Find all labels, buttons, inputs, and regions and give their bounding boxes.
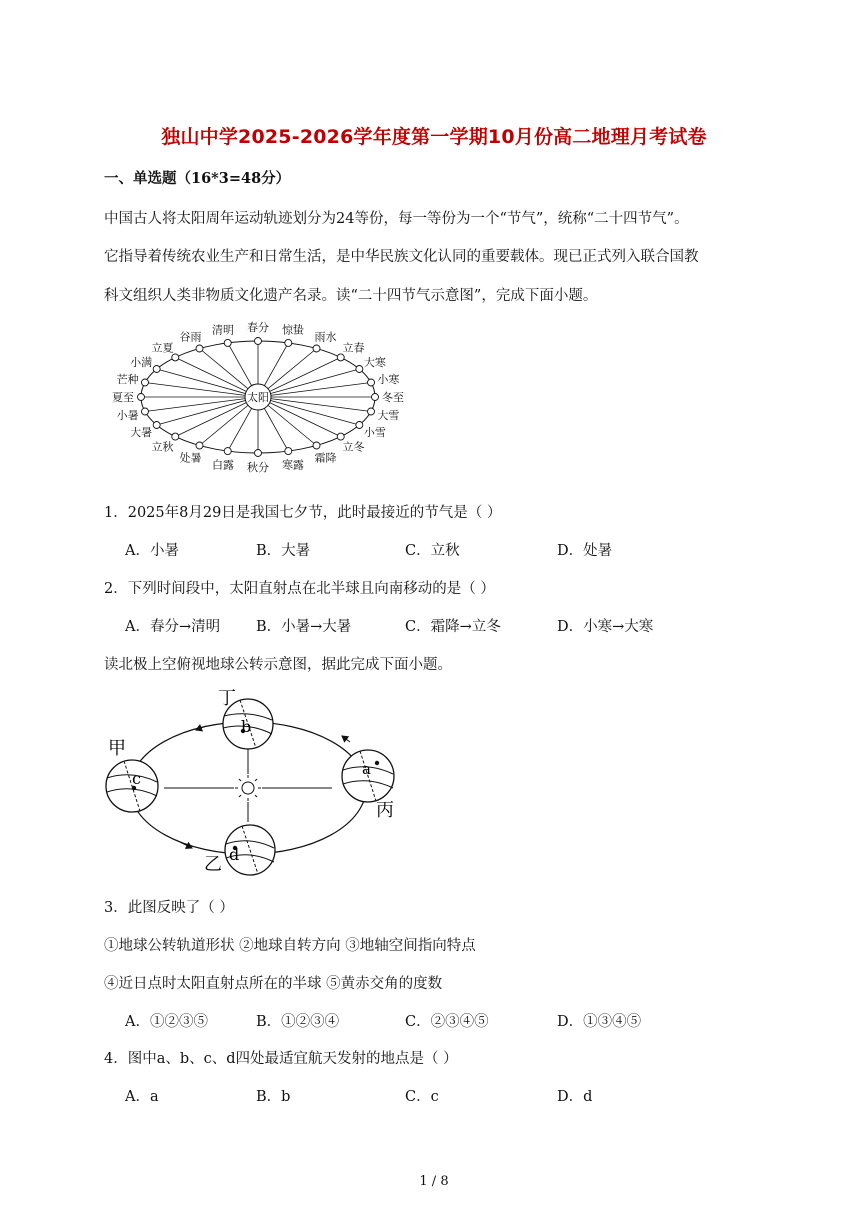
term-point: [313, 442, 320, 449]
term-point: [172, 354, 179, 361]
term-label: 小寒: [377, 372, 400, 386]
term-point: [368, 408, 375, 415]
term-spoke: [157, 369, 258, 397]
term-point: [138, 394, 145, 401]
term-label: 处暑: [179, 451, 202, 465]
term-point: [196, 442, 203, 449]
q4-option-c[interactable]: C．c: [405, 1089, 439, 1105]
term-point: [337, 433, 344, 440]
term-label: 立冬: [342, 440, 365, 454]
term-spoke: [157, 397, 258, 425]
term-point: [337, 354, 344, 361]
term-label: 秋分: [247, 461, 269, 474]
term-point: [356, 366, 363, 373]
term-point: [153, 422, 160, 429]
term-label: 小满: [130, 356, 153, 369]
term-label: 小雪: [363, 426, 386, 439]
sun-icon: [235, 775, 261, 801]
q2-option-d[interactable]: D．小寒→大寒: [557, 619, 654, 635]
label-point-a: a: [362, 760, 371, 778]
term-label: 大雪: [377, 409, 400, 423]
term-label: 立夏: [151, 341, 174, 355]
q1-option-d[interactable]: D．处暑: [557, 543, 613, 559]
label-point-b: b: [241, 717, 252, 736]
exam-title: 独山中学2025-2026学年度第一学期10月份高二地理月考试卷: [161, 126, 707, 148]
term-spoke: [258, 397, 359, 425]
q1-option-a[interactable]: A．小暑: [125, 543, 179, 559]
q2-option-c[interactable]: C．霜降→立冬: [405, 619, 501, 635]
term-label: 立春: [342, 341, 365, 355]
page-number: 1 / 8: [419, 1174, 449, 1189]
term-point: [356, 422, 363, 429]
q1-option-c[interactable]: C．立秋: [405, 543, 460, 559]
term-spoke: [258, 397, 371, 411]
orbit-arrow-icon: [180, 842, 192, 848]
term-label: 寒露: [281, 458, 304, 472]
label-jia: 甲: [108, 738, 126, 759]
q3-items-line-1: ①地球公转轨道形状 ②地球自转方向 ③地轴空间指向特点: [104, 938, 476, 954]
label-bing: 丙: [376, 800, 394, 821]
intro-line-2: 它指导着传统农业生产和日常生活，是中华民族文化认同的重要载体。现已正式列入联合国教: [104, 249, 699, 265]
label-point-d: d: [229, 845, 240, 864]
term-label: 夏至: [112, 391, 134, 404]
q2-option-b[interactable]: B．小暑→大暑: [256, 619, 352, 635]
term-label: 小暑: [116, 409, 139, 423]
term-point: [172, 433, 179, 440]
term-point: [285, 339, 292, 346]
label-point-c: c: [132, 769, 141, 788]
label-ding: 丁: [218, 688, 236, 709]
q1-option-b[interactable]: B．大暑: [256, 543, 311, 559]
term-label: 冬至: [382, 391, 404, 404]
q2-stem: 2．下列时间段中，太阳直射点在北半球且向南移动的是（ ）: [104, 581, 495, 597]
term-point: [224, 339, 231, 346]
term-point: [153, 366, 160, 373]
term-label: 清明: [212, 323, 235, 337]
q2-option-a[interactable]: A．春分→清明: [125, 619, 221, 635]
term-label: 大寒: [363, 356, 386, 369]
term-label: 惊蛰: [281, 323, 304, 337]
term-label: 霜降: [314, 451, 337, 465]
intro-line-1: 中国古人将太阳周年运动轨迹划分为24等份，每一等份为一个“节气”，统称“二十四节气”。: [104, 211, 689, 227]
term-point: [255, 450, 262, 457]
q3-option-c[interactable]: C．②③④⑤: [405, 1014, 489, 1030]
term-label: 谷雨: [179, 330, 202, 344]
term-point: [196, 345, 203, 352]
term-spoke: [258, 369, 359, 397]
term-spoke: [145, 383, 258, 397]
term-point: [224, 448, 231, 455]
intro-line-3: 科文组织人类非物质文化遗产名录。读“二十四节气示意图”，完成下面小题。: [104, 288, 598, 304]
term-label: 雨水: [314, 330, 337, 344]
sun-label: 太阳: [247, 391, 269, 404]
term-spoke: [258, 383, 371, 397]
term-spoke: [145, 397, 258, 411]
term-point: [372, 394, 379, 401]
q4-option-d[interactable]: D．d: [557, 1089, 593, 1105]
term-point: [255, 338, 262, 345]
term-point: [368, 379, 375, 386]
q3-option-b[interactable]: B．①②③④: [256, 1014, 340, 1030]
term-point: [141, 408, 148, 415]
solar-terms-diagram: [100, 310, 420, 490]
q4-option-a[interactable]: A．a: [125, 1089, 159, 1105]
q3-stem: 3．此图反映了（ ）: [104, 900, 234, 916]
q4-stem: 4．图中a、b、c、d四处最适宜航天发射的地点是（ ）: [104, 1051, 458, 1067]
term-label: 春分: [247, 321, 269, 334]
earth-revolution-diagram: [100, 682, 420, 878]
term-label: 芒种: [116, 372, 139, 386]
intro-2: 读北极上空俯视地球公转示意图，据此完成下面小题。: [104, 657, 452, 673]
term-point: [285, 448, 292, 455]
term-point: [141, 379, 148, 386]
q1-stem: 1．2025年8月29日是我国七夕节，此时最接近的节气是（ ）: [104, 505, 502, 521]
term-label: 立秋: [151, 440, 174, 454]
term-point: [313, 345, 320, 352]
label-yi: 乙: [204, 854, 222, 875]
orbit-arrow-icon: [342, 736, 350, 742]
term-label: 白露: [212, 458, 235, 472]
section-heading: 一、单选题（16*3=48分）: [104, 170, 291, 187]
term-label: 大暑: [130, 426, 153, 439]
q3-items-line-2: ④近日点时太阳直射点所在的半球 ⑤黄赤交角的度数: [104, 976, 443, 992]
q3-option-a[interactable]: A．①②③⑤: [125, 1014, 208, 1030]
q3-option-d[interactable]: D．①③④⑤: [557, 1014, 642, 1030]
q4-option-b[interactable]: B．b: [256, 1089, 291, 1105]
